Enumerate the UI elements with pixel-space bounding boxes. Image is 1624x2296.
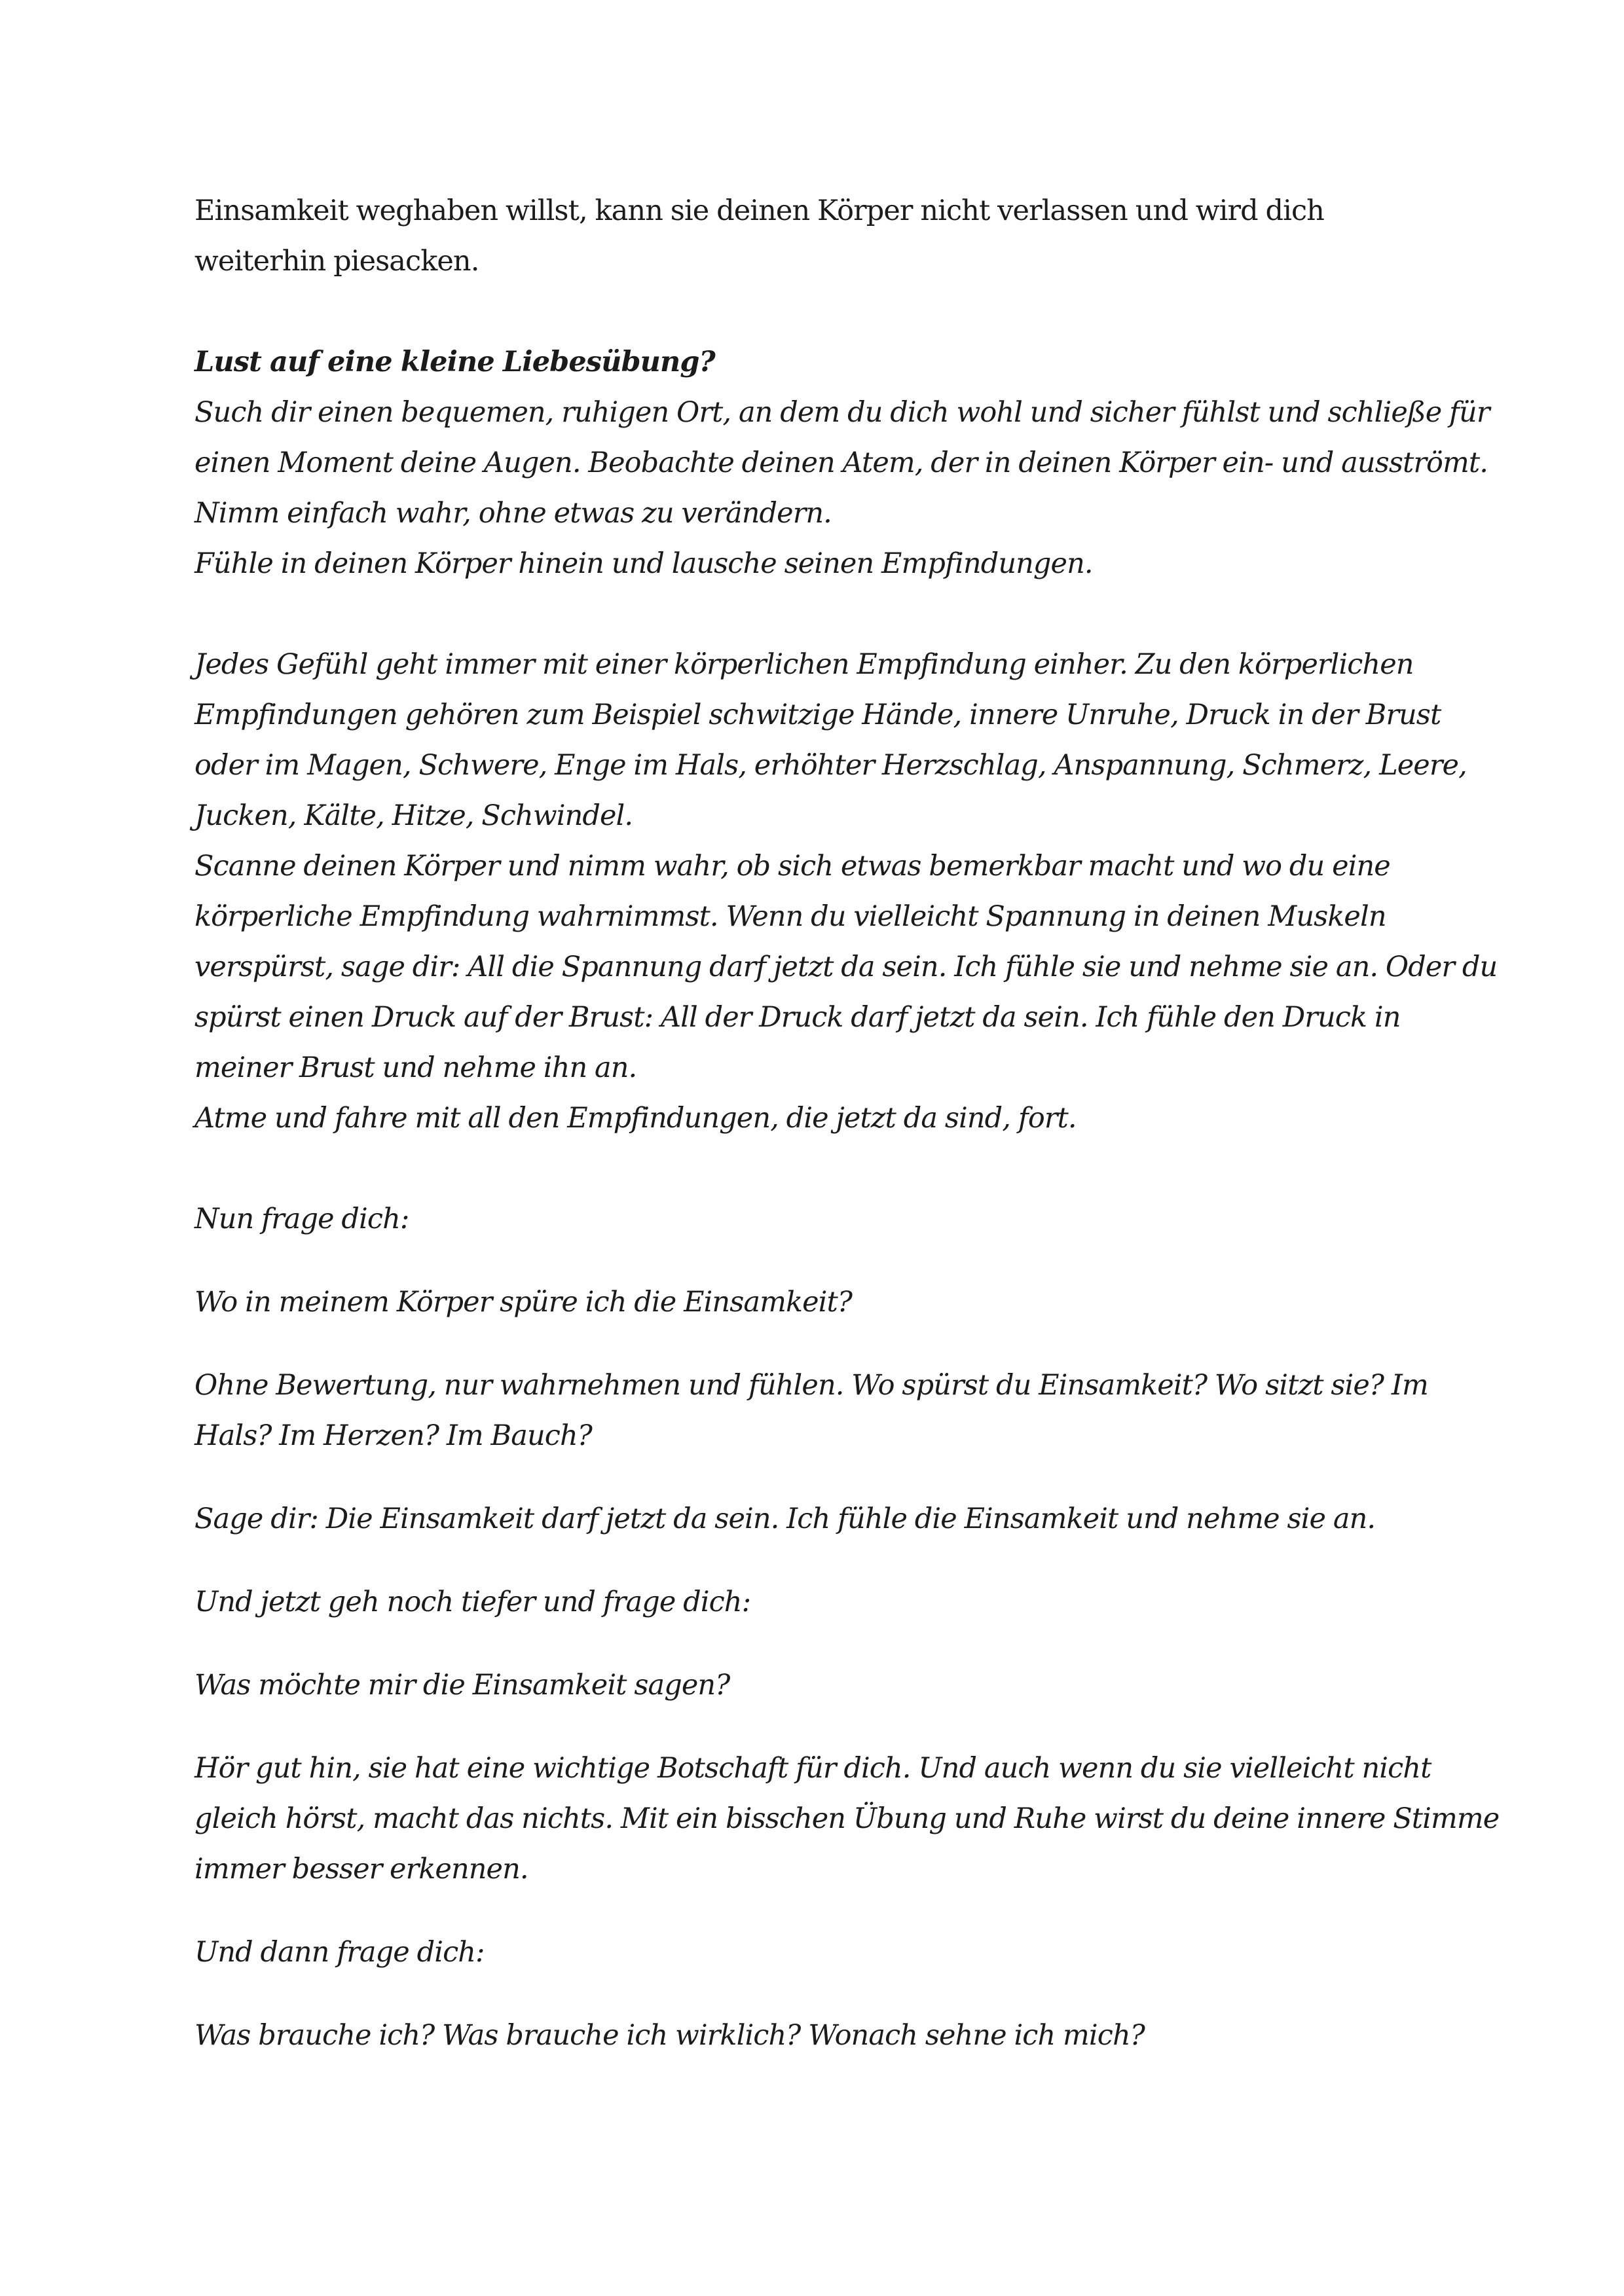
deeper-intro: Und jetzt geh noch tiefer und frage dich:	[194, 1586, 751, 1618]
text-line: Hör gut hin, sie hat eine wichtige Botschaft für dich. Und auch wenn du sie vielleicht nicht	[194, 1752, 1431, 1785]
question-message: Was möchte mir die Einsamkeit sagen?	[194, 1669, 730, 1702]
text-line: Fühle in deinen Körper hinein und lausche seinen Empfindungen.	[194, 547, 1093, 580]
then-intro: Und dann frage dich:	[194, 1936, 485, 1969]
text-line: Jucken, Kälte, Hitze, Schwindel.	[194, 799, 633, 832]
document-page	[194, 186, 1500, 2061]
observe-paragraph	[194, 1360, 1458, 1461]
text-line: Jedes Gefühl geht immer mit einer körperlichen Empfindung einher. Zu den körperlichen	[194, 648, 1414, 681]
affirmation: Sage dir: Die Einsamkeit darf jetzt da sein. Ich fühle die Einsamkeit und nehme sie an.	[194, 1503, 1376, 1535]
intro-paragraph	[194, 186, 1458, 287]
text-line: meiner Brust und nehme ihn an.	[194, 1051, 637, 1084]
text-line: Nimm einfach wahr, ohne etwas zu verändern.	[194, 497, 832, 530]
text-line: Scanne deinen Körper und nimm wahr, ob sich etwas bemerkbar macht und wo du eine	[194, 850, 1390, 883]
feelings-paragraph	[194, 640, 1498, 1144]
listen-paragraph	[194, 1743, 1500, 1895]
exercise-heading: Lust auf eine kleine Liebesübung?	[194, 346, 715, 378]
exercise-intro-paragraph	[194, 388, 1490, 589]
text-line: verspürst, sage dir: All die Spannung darf jetzt da sein. Ich fühle sie und nehme sie an. Oder du	[194, 951, 1498, 983]
question-intro: Nun frage dich:	[194, 1203, 409, 1235]
text-line: Einsamkeit weghaben willst, kann sie deinen Körper nicht verlassen und wird dich	[194, 194, 1324, 227]
text-line: Atme und fahre mit all den Empfindungen, die jetzt da sind, fort.	[194, 1102, 1077, 1135]
text-line: körperliche Empfindung wahrnimmst. Wenn du vielleicht Spannung in deinen Muskeln	[194, 900, 1386, 933]
text-line: weiterhin piesacken.	[194, 245, 479, 278]
text-line: spürst einen Druck auf der Brust: All der Druck darf jetzt da sein. Ich fühle den Druck in	[194, 1001, 1401, 1034]
text-line: Empfindungen gehören zum Beispiel schwitzige Hände, innere Unruhe, Druck in der Brust	[194, 699, 1441, 731]
question-where: Wo in meinem Körper spüre ich die Einsamkeit?	[194, 1286, 853, 1319]
text-line: Such dir einen bequemen, ruhigen Ort, an dem du dich wohl und sicher fühlst und schließe für	[194, 396, 1490, 429]
text-line: immer besser erkennen.	[194, 1853, 528, 1886]
question-need: Was brauche ich? Was brauche ich wirklich? Wonach sehne ich mich?	[194, 2019, 1145, 2052]
text-line: einen Moment deine Augen. Beobachte deinen Atem, der in deinen Körper ein- und ausströmt.	[194, 446, 1488, 479]
text-line: Hals? Im Herzen? Im Bauch?	[194, 1419, 592, 1452]
text-line: oder im Magen, Schwere, Enge im Hals, erhöhter Herzschlag, Anspannung, Schmerz, Leere,	[194, 749, 1467, 782]
text-line: Ohne Bewertung, nur wahrnehmen und fühlen. Wo spürst du Einsamkeit? Wo sitzt sie? Im	[194, 1369, 1428, 1402]
text-line: gleich hörst, macht das nichts. Mit ein bisschen Übung und Ruhe wirst du deine innere Stimme	[194, 1802, 1500, 1835]
